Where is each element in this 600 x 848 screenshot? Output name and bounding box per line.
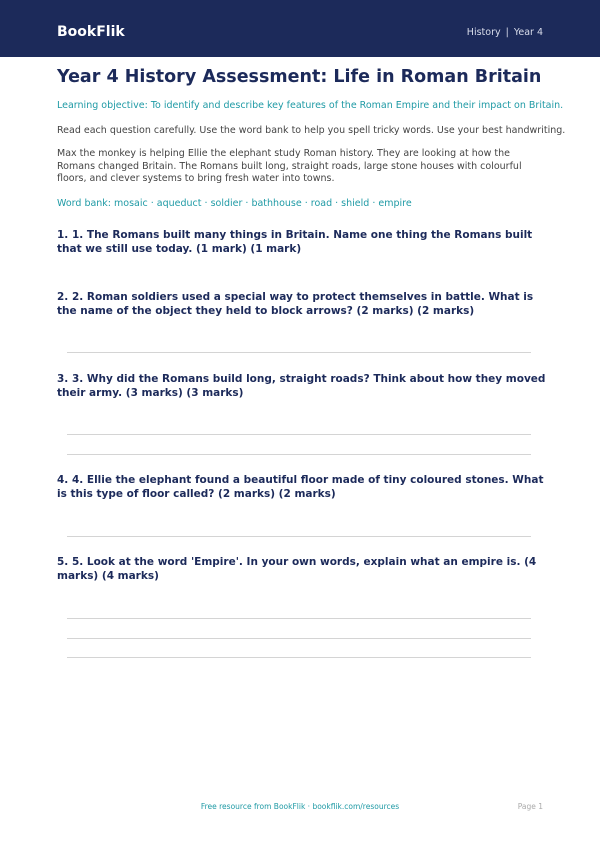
answer-line[interactable] [67,434,531,435]
header-meta [467,27,543,39]
word-bank: Word bank: mosaic · aqueduct · soldier · bathhouse · road · shield · empire [57,198,412,209]
answer-line[interactable] [67,618,531,619]
answer-line[interactable] [67,536,531,537]
page-number: Page 1 [517,802,543,811]
answer-line[interactable] [67,657,531,658]
page-header [0,0,600,57]
question-3: 3. 3. Why did the Romans build long, straight roads? Think about how they moved their army. (3 marks) (3 marks) [57,373,546,399]
header-subject: History [466,27,501,38]
header-separator: | [505,27,509,38]
answer-line[interactable] [67,352,531,353]
story-paragraph: Max the monkey is helping Ellie the elephant study Roman history. They are looking at how the Romans changed Britain. The Romans built long, straight roads, large stone houses with colourful floors, and clever systems to bring fresh water into towns. [57,148,522,184]
question-5: 5. 5. Look at the word 'Empire'. In your own words, explain what an empire is. (4 marks) (4 marks) [57,556,537,582]
answer-line[interactable] [67,454,531,455]
page-title: Year 4 History Assessment: Life in Roman Britain [57,67,542,87]
question-4: 4. 4. Ellie the elephant found a beautiful floor made of tiny coloured stones. What is this type of floor called? (2 marks) (2 marks) [57,474,544,500]
instructions-text: Read each question carefully. Use the word bank to help you spell tricky words. Use your best handwriting. [57,125,566,136]
brand-logo-text: BookFlik [57,24,125,40]
header-year: Year 4 [513,27,543,38]
question-2: 2. 2. Roman soldiers used a special way to protect themselves in battle. What is the name of the object they held to block arrows? (2 marks) (2 marks) [57,291,534,317]
answer-line[interactable] [67,638,531,639]
learning-objective: Learning objective: To identify and describe key features of the Roman Empire and their impact on Britain. [57,100,564,111]
footer-credit: Free resource from BookFlik · bookflik.com/resources [200,802,400,811]
question-1: 1. 1. The Romans built many things in Britain. Name one thing the Romans built that we still use today. (1 mark) (1 mark) [57,229,533,255]
